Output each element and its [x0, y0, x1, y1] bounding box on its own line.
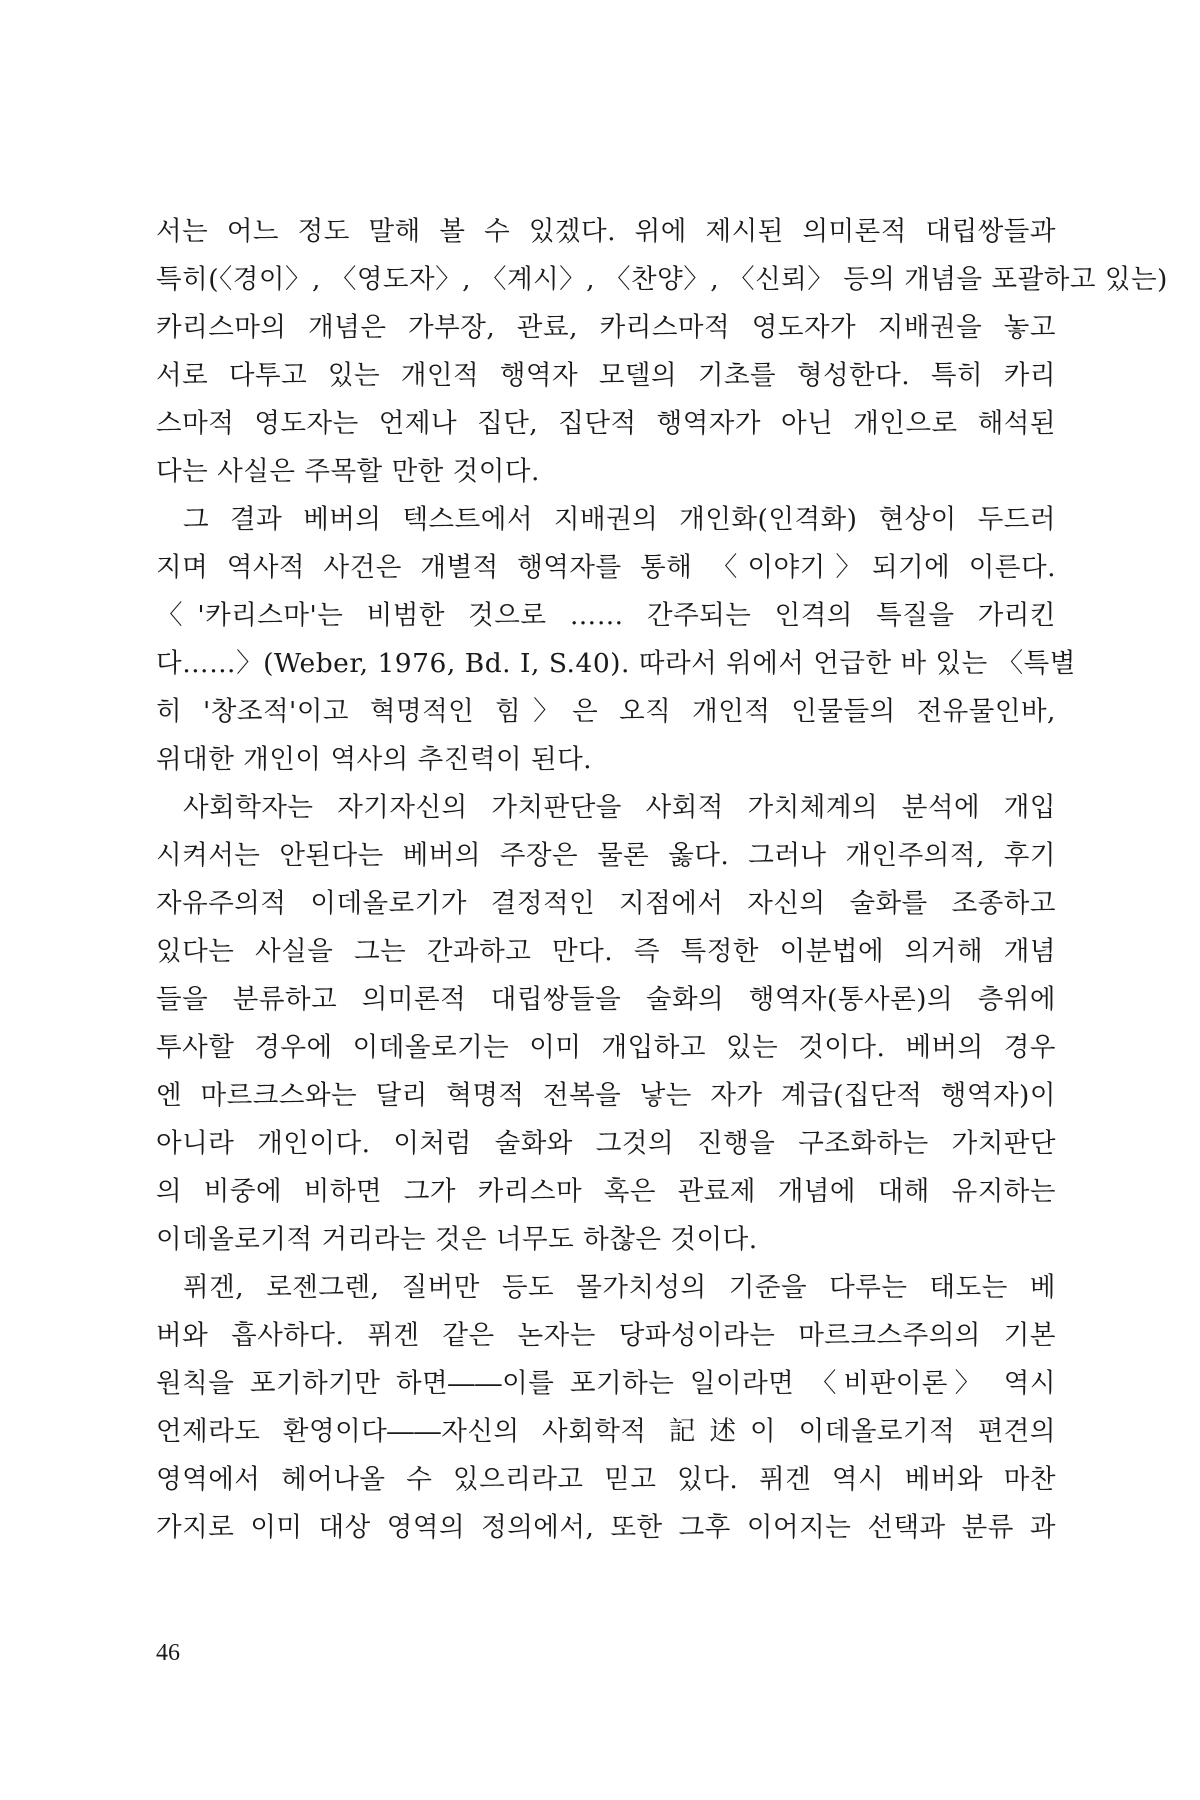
paragraph-3: [156, 784, 1056, 1264]
text-line: 서로 다투고 있는 개인적 행역자 모델의 기초를 형성한다. 특히 카리: [156, 360, 1056, 391]
text-line: 그 결과 베버의 텍스트에서 지배권의 개인화(인격화) 현상이 두드러: [183, 504, 1056, 535]
text-line: 이데올로기적 거리라는 것은 너무도 하찮은 것이다.: [156, 1224, 758, 1255]
text-line: 위대한 개인이 역사의 추진력이 된다.: [156, 744, 593, 775]
text-line: 있다는 사실을 그는 간과하고 만다. 즉 특정한 이분법에 의거해 개념: [156, 936, 1056, 967]
text-line: 원칙을 포기하기만 하면――이를 포기하는 일이라면 〈비판이론〉 역시: [156, 1368, 1056, 1399]
text-line: 버와 흡사하다. 퓌겐 같은 논자는 당파성이라는 마르크스주의의 기본: [156, 1320, 1056, 1351]
text-line: 아니라 개인이다. 이처럼 술화와 그것의 진행을 구조화하는 가치판단: [156, 1128, 1056, 1159]
text-line: 들을 분류하고 의미론적 대립쌍들을 술화의 행역자(통사론)의 층위에: [156, 984, 1056, 1015]
text-line: 서는 어느 정도 말해 볼 수 있겠다. 위에 제시된 의미론적 대립쌍들과: [156, 216, 1056, 247]
text-line: 퓌겐, 로젠그렌, 질버만 등도 몰가치성의 기준을 다루는 태도는 베: [183, 1272, 1056, 1303]
text-line: 다……〉(Weber, 1976, Bd. I, S.40). 따라서 위에서 언급한 바 있는 〈특별: [156, 648, 1076, 679]
text-line: 〈'카리스마'는 비범한 것으로 …… 간주되는 인격의 특질을 가리킨: [156, 600, 1056, 631]
page-number: 46: [156, 1640, 180, 1666]
paragraph-1: [156, 208, 1168, 496]
text-line: 특히(〈경이〉, 〈영도자〉, 〈계시〉, 〈찬양〉, 〈신뢰〉 등의 개념을 포괄하고 있는): [156, 264, 1168, 295]
text-line: 자유주의적 이데올로기가 결정적인 지점에서 자신의 술화를 조종하고: [156, 888, 1056, 919]
text-line: 다는 사실은 주목할 만한 것이다.: [156, 456, 540, 487]
text-line: 엔 마르크스와는 달리 혁명적 전복을 낳는 자가 계급(집단적 행역자)이: [156, 1080, 1056, 1111]
text-line: 가지로 이미 대상 영역의 정의에서, 또한 그후 이어지는 선택과 분류 과: [156, 1512, 1056, 1543]
text-line: 시켜서는 안된다는 베버의 주장은 물론 옳다. 그러나 개인주의적, 후기: [156, 840, 1056, 871]
paragraph-2: [156, 496, 1076, 784]
text-line: 히 '창조적'이고 혁명적인 힘〉은 오직 개인적 인물들의 전유물인바,: [156, 696, 1056, 727]
text-line: 사회학자는 자기자신의 가치판단을 사회적 가치체계의 분석에 개입: [183, 792, 1056, 823]
text-line: 영역에서 헤어나올 수 있으리라고 믿고 있다. 퓌겐 역시 베버와 마찬: [156, 1464, 1056, 1495]
paragraph-4: [156, 1264, 1056, 1552]
text-line: 지며 역사적 사건은 개별적 행역자를 통해 〈이야기〉되기에 이른다.: [156, 552, 1056, 583]
text-line: 투사할 경우에 이데올로기는 이미 개입하고 있는 것이다. 베버의 경우: [156, 1032, 1056, 1063]
text-line: 의 비중에 비하면 그가 카리스마 혹은 관료제 개념에 대해 유지하는: [156, 1176, 1056, 1207]
text-line: 카리스마의 개념은 가부장, 관료, 카리스마적 영도자가 지배권을 놓고: [156, 312, 1056, 343]
body-text: [156, 208, 1168, 1552]
text-line: 언제라도 환영이다――자신의 사회학적 記述이 이데올로기적 편견의: [156, 1416, 1056, 1447]
text-line: 스마적 영도자는 언제나 집단, 집단적 행역자가 아닌 개인으로 해석된: [156, 408, 1056, 439]
